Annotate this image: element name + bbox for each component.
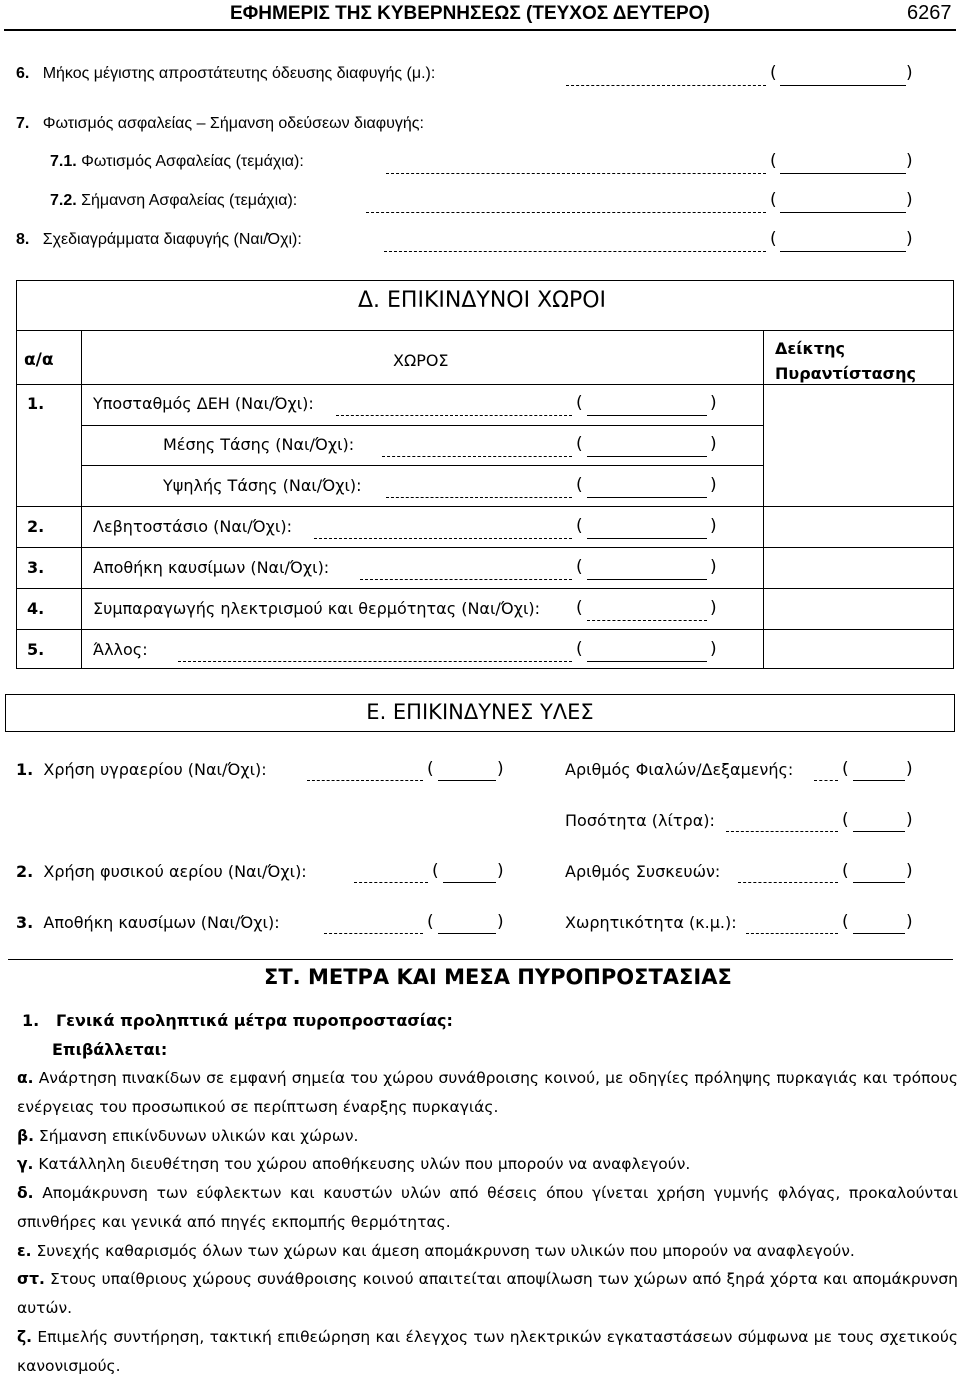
table-row-paren-close: ): [710, 475, 717, 495]
table-row-label: Λεβητοστάσιο (Ναι/Όχι):: [93, 517, 292, 536]
hazmat-right-paren-open: (: [842, 912, 849, 932]
table-row-value-field[interactable]: [587, 538, 707, 539]
table-row-label: Αποθήκη καυσίμων (Ναι/Όχι):: [93, 558, 330, 577]
table-row-label: Συμπαραγωγής ηλεκτρισμού και θερμότητας (Ναι/Όχι):: [93, 599, 541, 618]
table-row-paren-open: (: [576, 475, 583, 495]
hazmat-fill-line[interactable]: [324, 933, 423, 934]
table-row-fill-line[interactable]: [360, 579, 572, 580]
table-row-paren-close: ): [710, 516, 717, 536]
item-8: 8. Σχεδιαγράμματα διαφυγής (Ναι/Όχι):: [16, 231, 302, 248]
item-7-1-paren-close: ): [906, 151, 913, 171]
item-7: 7. Φωτισμός ασφαλείας – Σήμανση οδεύσεων διαφυγής:: [16, 115, 424, 132]
hazmat-value-field[interactable]: [438, 933, 496, 934]
table-row-label: Υποσταθμός ΔΕΗ (Ναι/Όχι):: [93, 394, 314, 413]
item-7-2-paren-close: ): [906, 190, 913, 210]
col-header-index-1: Δείκτης: [775, 339, 845, 358]
hazmat-right-fill-line[interactable]: [746, 933, 838, 934]
table-row-fill-line[interactable]: [314, 538, 572, 539]
item-6-paren-open: (: [770, 63, 777, 83]
table-row-number: 3.: [27, 558, 45, 577]
section-st-title: ΣΤ. ΜΕΤΡΑ ΚΑΙ ΜΕΣΑ ΠΥΡΟΠΡΟΣΤΑΣΙΑΣ: [264, 965, 732, 989]
item-8-value-field[interactable]: [780, 251, 906, 252]
table-row-paren-close: ): [710, 434, 717, 454]
hazmat-right-label: Αριθμός Φιαλών/Δεξαμενής:: [565, 760, 794, 779]
hazmat-value-field[interactable]: [443, 882, 496, 883]
table-row-number: 2.: [27, 517, 45, 536]
item-7-2-value-field[interactable]: [780, 212, 906, 213]
table-row-label: Μέσης Τάσης (Ναι/Όχι):: [163, 435, 355, 454]
hazmat-right-label: Χωρητικότητα (κ.μ.):: [565, 913, 737, 932]
measure-paragraph: γ. Κατάλληλη διευθέτηση του χώρου αποθήκευσης υλών που μπορούν να αναφλεγούν.: [17, 1155, 691, 1173]
table-row-label: Υψηλής Τάσης (Ναι/Όχι):: [163, 476, 362, 495]
gazette-title: ΕΦΗΜΕΡΙΣ ΤΗΣ ΚΥΒΕΡΝΗΣΕΩΣ (ΤΕΥΧΟΣ ΔΕΥΤΕΡΟ): [230, 3, 710, 24]
table-row-value-field[interactable]: [587, 415, 707, 416]
item-8-paren-close: ): [906, 229, 913, 249]
st-item-1: 1. Γενικά προληπτικά μέτρα πυροπροστασίας:: [22, 1011, 453, 1030]
hazmat-right-fill-line[interactable]: [726, 831, 838, 832]
table-row-paren-open: (: [576, 639, 583, 659]
table-row-paren-open: (: [576, 557, 583, 577]
table-row-value-field[interactable]: [587, 579, 707, 580]
page-number: 6267: [907, 2, 952, 24]
item-8-paren-open: (: [770, 229, 777, 249]
item-7-1-value-field[interactable]: [780, 173, 906, 174]
hazmat-right-paren-close: ): [906, 912, 913, 932]
item-7-1-paren-open: (: [770, 151, 777, 171]
item-7-2: 7.2. Σήμανση Ασφαλείας (τεμάχια):: [50, 192, 298, 209]
section-e-title-box: [5, 694, 955, 732]
table-row-paren-open: (: [576, 516, 583, 536]
section-d-title: Δ. ΕΠΙΚΙΝΔΥΝΟΙ ΧΩΡΟΙ: [358, 288, 607, 313]
hazmat-right-value-field[interactable]: [853, 882, 905, 883]
hazmat-item: 2. Χρήση φυσικού αερίου (Ναι/Όχι):: [16, 862, 307, 881]
measure-paragraph: δ. Απομάκρυνση των εύφλεκτων και καυστών υλών από θέσεις όπου γίνεται χρήση γυμνής φλόγας, προκαλούνται σπινθήρες και γενικά από πηγές εκπομπής θερμότητας.: [17, 1184, 958, 1231]
table-row-fill-line[interactable]: [386, 497, 572, 498]
item-7-1: 7.1. Φωτισμός Ασφαλείας (τεμάχια):: [50, 153, 304, 170]
item-7-1-fill-line[interactable]: [386, 173, 766, 174]
hazmat-right-paren-open: (: [842, 810, 849, 830]
hazmat-right-paren-close: ): [906, 759, 913, 779]
table-row-paren-close: ): [710, 557, 717, 577]
table-row-fill-line[interactable]: [178, 661, 572, 662]
table-row-number: 1.: [27, 394, 45, 413]
hazmat-item: 3. Αποθήκη καυσίμων (Ναι/Όχι):: [16, 913, 280, 932]
table-row-paren-close: ): [710, 393, 717, 413]
measure-paragraph: στ. Στους υπαίθριους χώρους συνάθροισης κοινού απαιτείται αποψίλωση των χώρων από ξηρά χόρτα και απομάκρυνση αυτών.: [17, 1270, 958, 1317]
hazmat-paren-open: (: [427, 912, 434, 932]
hazmat-fill-line[interactable]: [354, 882, 428, 883]
hazmat-paren-open: (: [427, 759, 434, 779]
measure-paragraph: β. Σήμανση επικίνδυνων υλικών και χώρων.: [17, 1127, 359, 1145]
hazmat-right-value-field[interactable]: [853, 933, 905, 934]
item-6-fill-line[interactable]: [566, 85, 766, 86]
table-row-paren-close: ): [710, 598, 717, 618]
table-row-fill-line[interactable]: [336, 415, 572, 416]
item-8-fill-line[interactable]: [384, 251, 766, 252]
hazmat-right-paren-open: (: [842, 759, 849, 779]
table-row-label: Άλλος:: [93, 640, 148, 659]
measure-paragraph: α. Ανάρτηση πινακίδων σε εμφανή σημεία του χώρου συνάθροισης κοινού, με οδηγίες πρόληψης πυρκαγιάς και τρόπους ενέργειας του προσωπικού σε περίπτωση έναρξης πυρκαγιάς.: [17, 1069, 958, 1116]
table-row-paren-close: ): [710, 639, 717, 659]
hazmat-paren-close: ): [497, 759, 504, 779]
hazmat-right-paren-close: ): [906, 861, 913, 881]
hazmat-right-paren-open: (: [842, 861, 849, 881]
item-6-value-field[interactable]: [780, 85, 906, 86]
table-row-paren-open: (: [576, 393, 583, 413]
hazmat-paren-close: ): [497, 912, 504, 932]
hazmat-value-field[interactable]: [438, 780, 496, 781]
table-row-value-field[interactable]: [587, 661, 707, 662]
table-row-fill-line[interactable]: [382, 456, 572, 457]
hazmat-right-fill-line[interactable]: [814, 780, 838, 781]
item-7-2-paren-open: (: [770, 190, 777, 210]
measure-paragraph: ζ. Επιμελής συντήρηση, τακτική επιθεώρηση και έλεγχος των ηλεκτρικών εγκαταστάσεων σύμφωνα με τους σχετικούς κανονισμούς.: [17, 1328, 958, 1375]
header-rule: [4, 29, 956, 31]
col-header-index-2: Πυραντίστασης: [775, 364, 916, 383]
item-6: 6. Μήκος μέγιστης απροστάτευτης όδευσης διαφυγής (μ.):: [16, 65, 436, 82]
table-row-value-field[interactable]: [587, 456, 707, 457]
table-row-value-field[interactable]: [587, 497, 707, 498]
hazmat-paren-close: ): [497, 861, 504, 881]
hazmat-item: 1. Χρήση υγραερίου (Ναι/Όχι):: [16, 760, 267, 779]
measure-paragraph: ε. Συνεχής καθαρισμός όλων των χώρων και άμεση απομάκρυνση των υλικών που μπορούν να αναφλεγούν.: [17, 1242, 855, 1260]
table-row-value-field[interactable]: [587, 620, 707, 621]
hazmat-right-value-field[interactable]: [853, 780, 905, 781]
imposed-label: Επιβάλλεται:: [52, 1040, 168, 1059]
hazmat-paren-open: (: [432, 861, 439, 881]
col-header-aa: α/α: [24, 350, 54, 370]
table-row-number: 4.: [27, 599, 45, 618]
hazmat-right-label: Ποσότητα (λίτρα):: [565, 811, 715, 830]
section-st-top-rule: [8, 959, 953, 960]
table-row-paren-open: (: [576, 598, 583, 618]
hazmat-right-value-field[interactable]: [853, 831, 905, 832]
hazmat-right-paren-close: ): [906, 810, 913, 830]
item-7-2-fill-line[interactable]: [366, 212, 766, 213]
item-6-paren-close: ): [906, 63, 913, 83]
table-row-number: 5.: [27, 640, 45, 659]
hazmat-right-label: Αριθμός Συσκευών:: [565, 862, 721, 881]
hazmat-fill-line[interactable]: [307, 780, 423, 781]
col-header-space: ΧΩΡΟΣ: [393, 351, 449, 370]
table-row-paren-open: (: [576, 434, 583, 454]
section-e-title: Ε. ΕΠΙΚΙΝΔΥΝΕΣ ΥΛΕΣ: [366, 700, 594, 724]
hazmat-right-fill-line[interactable]: [738, 882, 838, 883]
